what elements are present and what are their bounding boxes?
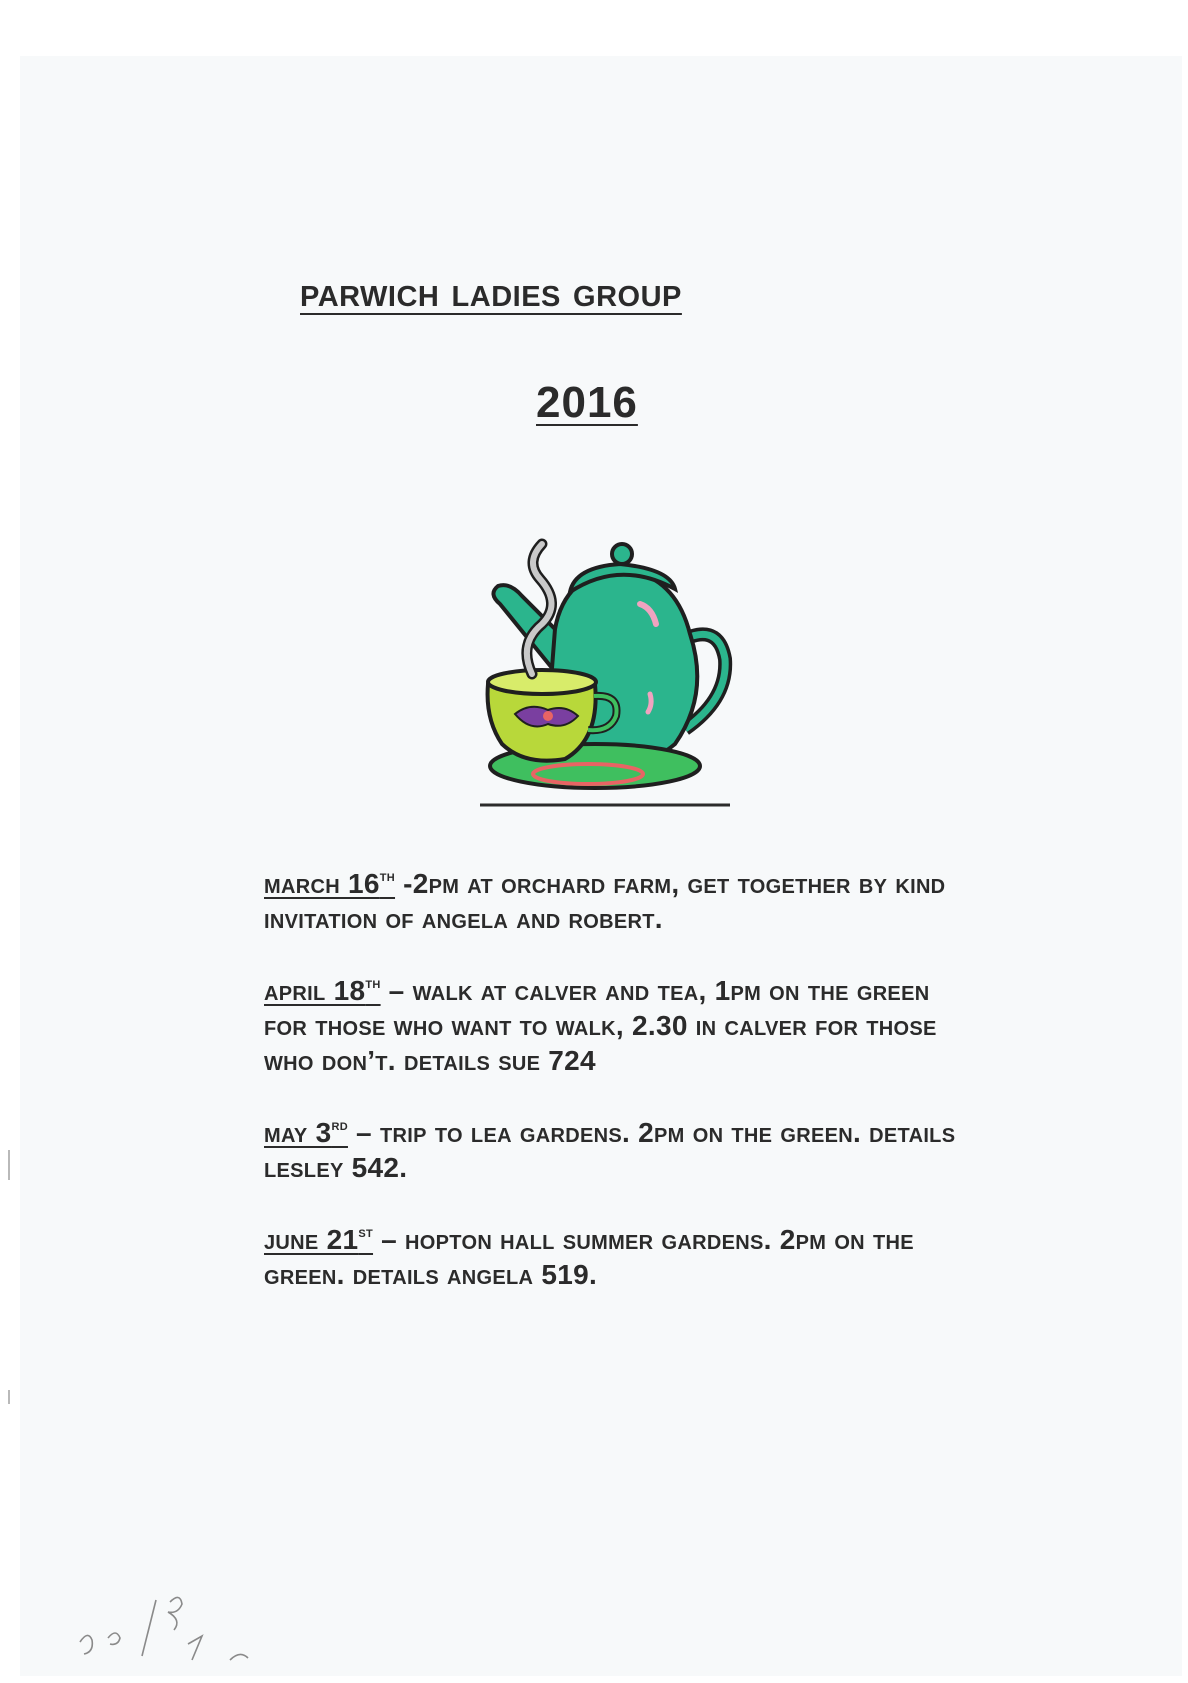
scan-edge-mark: [8, 1390, 10, 1404]
event-date-text: may 3: [264, 1117, 332, 1148]
event-date-text: april 18: [264, 975, 366, 1006]
handwritten-signature: [70, 1580, 280, 1670]
page-title: parwich ladies group: [300, 268, 682, 315]
event-date-suffix: th: [379, 868, 396, 885]
event-date: [264, 1117, 348, 1148]
event-list: [264, 866, 964, 1329]
event-date-suffix: st: [358, 1224, 374, 1241]
event-date: [264, 975, 381, 1006]
event-date-text: june 21: [264, 1224, 359, 1255]
event-date: [264, 868, 395, 899]
event-date-suffix: rd: [331, 1117, 348, 1134]
event-date-text: march 16: [264, 868, 380, 899]
teapot-and-teacup-icon: [470, 534, 740, 814]
event-description: – hopton hall summer gardens. 2pm on the green. details angela 519.: [264, 1224, 914, 1290]
event-date: [264, 1224, 373, 1255]
event-description: – trip to lea gardens. 2pm on the green. details lesley 542.: [264, 1117, 956, 1183]
event-item: [264, 866, 964, 936]
page-year: 2016: [536, 378, 638, 427]
event-item: [264, 973, 964, 1078]
event-date-suffix: th: [365, 975, 381, 992]
event-item: [264, 1222, 964, 1292]
event-description: -2pm at orchard farm, get together by kind invitation of angela and robert.: [264, 868, 946, 934]
scan-edge-mark: [8, 1150, 10, 1180]
event-item: [264, 1115, 964, 1185]
event-description: – walk at calver and tea, 1pm on the green for those who want to walk, 2.30 in calver for those who don’t. details sue 724: [264, 975, 937, 1076]
